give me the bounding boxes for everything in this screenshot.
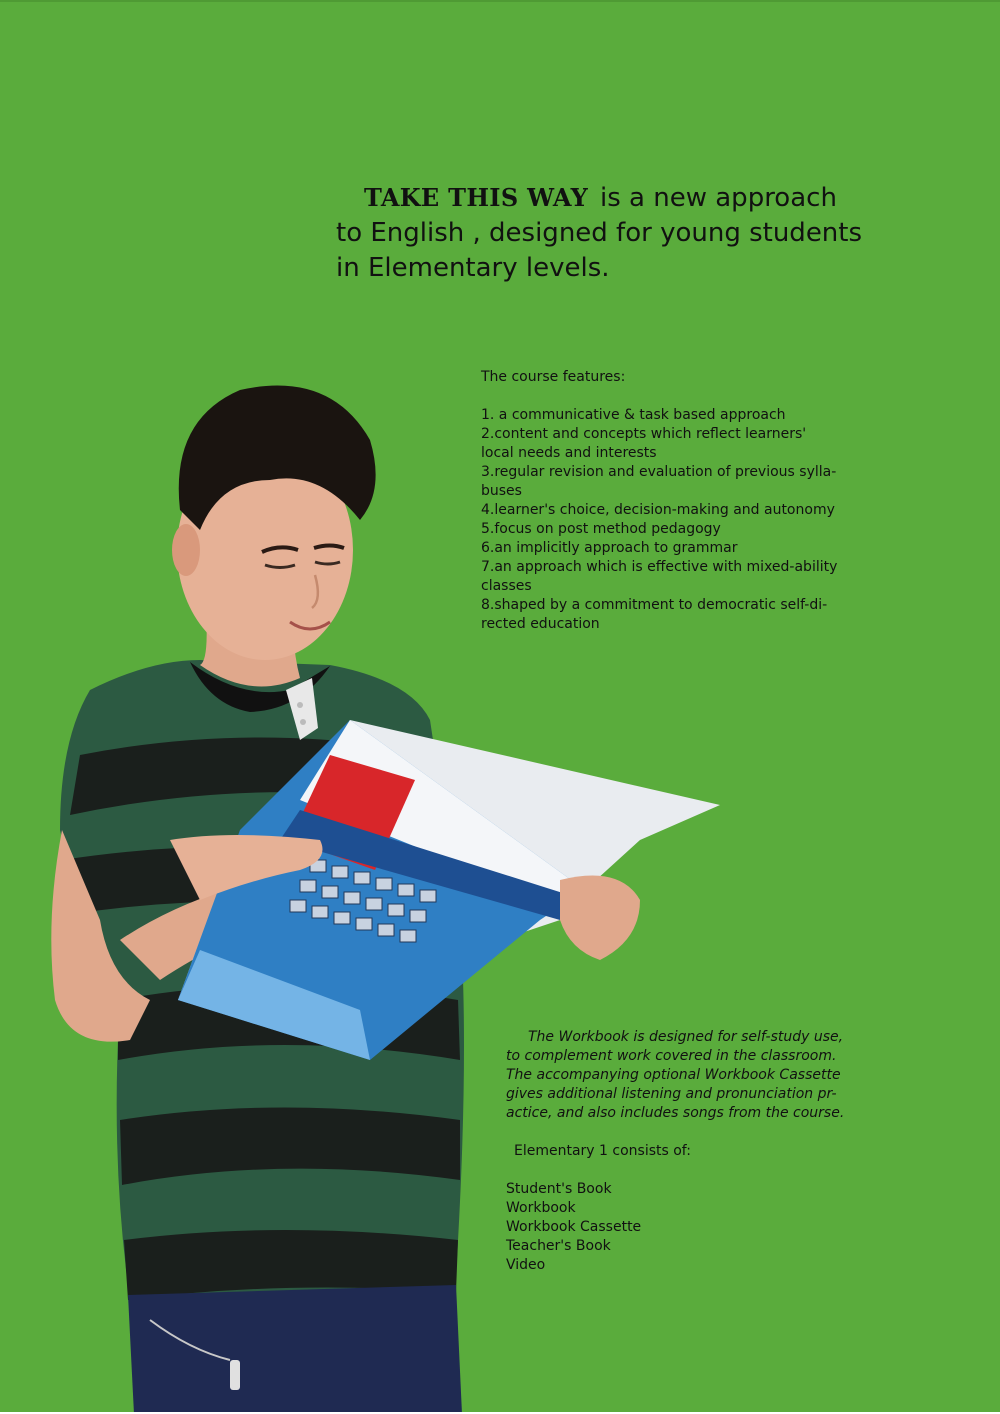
workbook-line: to complement work covered in the classroom.	[506, 1048, 837, 1064]
feature-line: local needs and interests	[481, 445, 657, 461]
feature-line: 1. a communicative & task based approach	[481, 407, 786, 423]
feature-line: 3.regular revision and evaluation of previous sylla-	[481, 464, 837, 480]
feature-line: 6.an implicitly approach to grammar	[481, 540, 738, 556]
head	[172, 386, 376, 660]
feature-line: buses	[481, 483, 522, 499]
workbook-line: The Workbook is designed for self-study use,	[528, 1029, 844, 1045]
brand-name: TAKE THIS WAY	[364, 183, 589, 212]
right-hand	[560, 876, 640, 961]
component-item: Teacher's Book	[506, 1238, 611, 1254]
workbook-line: gives additional listening and pronunciation pr-	[506, 1086, 837, 1102]
feature-line: 8.shaped by a commitment to democratic self-di-	[481, 597, 828, 613]
feature-line: 5.focus on post method pedagogy	[481, 521, 721, 537]
features-heading: The course features:	[481, 369, 626, 385]
feature-line: classes	[481, 578, 532, 594]
workbook-line: The accompanying optional Workbook Cassette	[506, 1067, 841, 1083]
feature-line: rected education	[481, 616, 600, 632]
headline	[336, 180, 896, 286]
headline-line3: in Elementary levels.	[336, 253, 610, 283]
consists-heading: Elementary 1 consists of:	[514, 1143, 691, 1159]
jeans	[128, 1285, 462, 1414]
headline-line1: is a new approach	[600, 183, 837, 213]
feature-line: 2.content and concepts which reflect learners'	[481, 426, 807, 442]
component-item: Student's Book	[506, 1181, 612, 1197]
workbook-section	[506, 1028, 866, 1275]
headline-line2: to English , designed for young students	[336, 218, 863, 248]
course-features	[481, 368, 861, 634]
workbook-line: actice, and also includes songs from the course.	[506, 1105, 845, 1121]
components-list	[506, 1180, 866, 1275]
features-list	[481, 406, 861, 634]
feature-line: 7.an approach which is effective with mixed-ability	[481, 559, 838, 575]
component-item: Workbook	[506, 1200, 576, 1216]
top-border	[0, 0, 1000, 2]
component-item: Workbook Cassette	[506, 1219, 642, 1235]
workbook-description	[506, 1028, 866, 1123]
feature-line: 4.learner's choice, decision-making and autonomy	[481, 502, 835, 518]
component-item: Video	[506, 1257, 546, 1273]
